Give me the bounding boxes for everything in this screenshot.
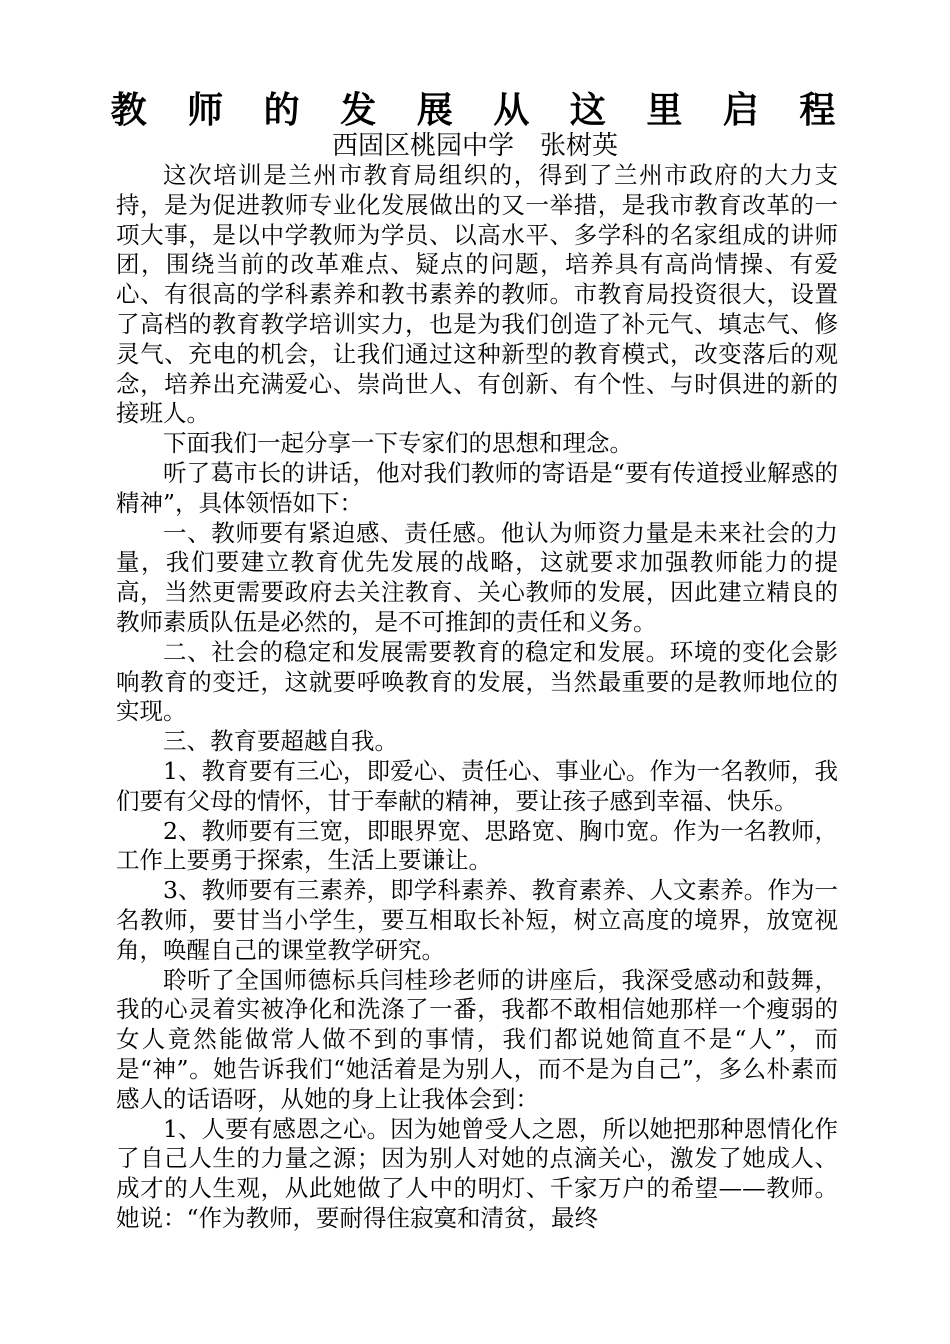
document-body (116, 161, 838, 1234)
paragraph: 听了葛市长的讲话，他对我们教师的寄语是“要有传道授业解惑的精神”，具体领悟如下： (116, 458, 838, 517)
paragraph: 2、教师要有三宽，即眼界宽、思路宽、胸巾宽。作为一名教师，工作上要勇于探索，生活上要谦让。 (116, 816, 838, 875)
paragraph: 聆听了全国师德标兵闫桂珍老师的讲座后，我深受感动和鼓舞，我的心灵着实被净化和洗涤了一番，我都不敢相信她那样一个瘦弱的女人竟然能做常人做不到的事情，我们都说她简直不是“人”，而是“神”。她告诉我们“她活着是为别人，而不是为自己”，多么朴素而感人的话语呀，从她的身上让我体会到： (116, 965, 838, 1113)
paragraph: 三、教育要超越自我。 (163, 727, 398, 756)
paragraph: 一、教师要有紧迫感、责任感。他认为师资力量是未来社会的力量，我们要建立教育优先发展的战略，这就要求加强教师能力的提高，当然更需要政府去关注教育、关心教师的发展，因此建立精良的教师素质队伍是必然的，是不可推卸的责任和义务。 (116, 518, 838, 636)
paragraph: 1、人要有感恩之心。因为她曾受人之恩，所以她把那种恩情化作了自己人生的力量之源；因为别人对她的点滴关心，激发了她成人、成才的人生观，从此她做了人中的明灯、千家万户的希望——教师。她说：“作为教师，要耐得住寂寞和清贫，最终 (116, 1114, 838, 1232)
paragraph: 1、教育要有三心，即爱心、责任心、事业心。作为一名教师，我们要有父母的情怀，甘于奉献的精神，要让孩子感到幸福、快乐。 (116, 756, 838, 815)
page-title: 教 师 的 发 展 从 这 里 启 程 (110, 89, 850, 131)
author-line: 西固区桃园中学 张树英 (331, 131, 618, 161)
paragraph: 二、社会的稳定和发展需要教育的稳定和发展。环境的变化会影响教育的变迁，这就要呼唤教育的发展，当然最重要的是教师地位的实现。 (116, 637, 838, 726)
paragraph: 下面我们一起分享一下专家们的思想和理念。 (163, 429, 633, 458)
paragraph: 这次培训是兰州市教育局组织的，得到了兰州市政府的大力支持，是为促进教师专业化发展做出的又一举措，是我市教育改革的一项大事，是以中学教师为学员、以高水平、多学科的名家组成的讲师团，围绕当前的改革难点、疑点的问题，培养具有高尚情操、有爱心、有很高的学科素养和教书素养的教师。市教育局投资很大，设置了高档的教育教学培训实力，也是为我们创造了补元气、填志气、修灵气、充电的机会，让我们通过这种新型的教育模式，改变落后的观念，培养出充满爱心、崇尚世人、有创新、有个性、与时俱进的新的接班人。 (116, 161, 838, 428)
paragraph: 3、教师要有三素养，即学科素养、教育素养、人文素养。作为一名教师，要甘当小学生，要互相取长补短，树立高度的境界，放宽视角，唤醒自己的课堂教学研究。 (116, 876, 838, 964)
